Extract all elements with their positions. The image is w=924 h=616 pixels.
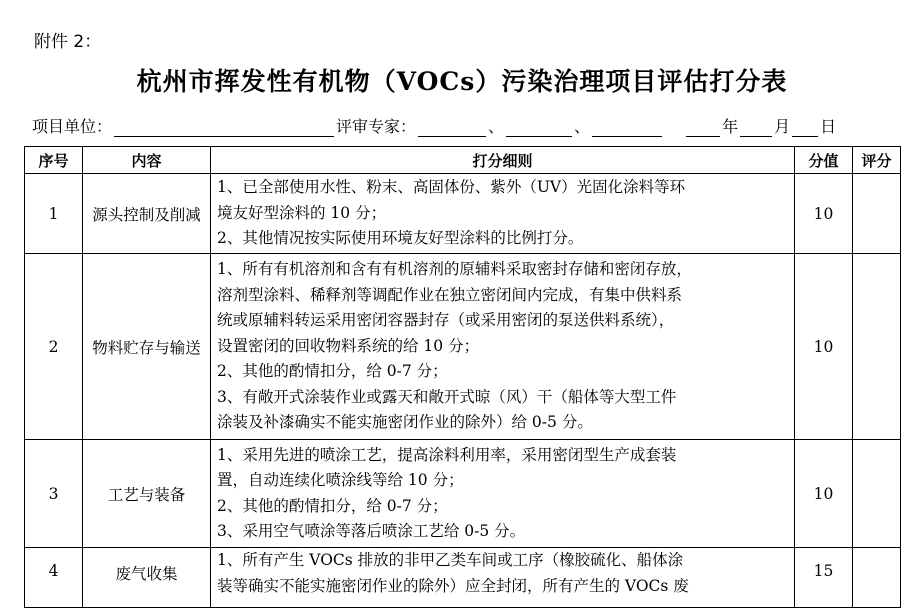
header-content: 内容: [83, 147, 211, 174]
detail-line: 溶剂型涂料、稀释剂等调配作业在独立密闭间内完成，有集中供料系: [217, 285, 683, 304]
month-label: 月: [774, 117, 791, 136]
table-row: [25, 548, 901, 608]
attachment-label: 附件 2：: [34, 32, 102, 52]
detail-line: 1、已全部使用水性、粉末、高固体份、紫外（UV）光固化涂料等环: [217, 178, 686, 197]
detail-line: 统或原辅料转运采用密闭容器封存（或采用密闭的泵送供料系统），: [217, 311, 675, 330]
detail-line: 境友好型涂料的 10 分；: [217, 203, 387, 222]
detail-line: 3、有敞开式涂装作业或露天和敞开式晾（风）干（船体等大型工件: [217, 387, 677, 406]
row-details: [211, 174, 795, 254]
row-details: [211, 440, 795, 548]
header-score: 分值: [795, 147, 853, 174]
project-unit-label: 项目单位：: [32, 117, 113, 136]
table-row: [25, 440, 901, 548]
detail-line: 1、所有产生 VOCs 排放的非甲乙类车间或工序（橡胶硫化、船体涂: [217, 551, 684, 569]
row-rating-cell[interactable]: [853, 174, 901, 254]
row-number: 4: [25, 548, 83, 608]
detail-line: 涂装及补漆确实不能实施密闭作业的除外）给 0-5 分。: [217, 413, 593, 432]
scoring-table: [24, 146, 901, 608]
expert-label: 评审专家：: [336, 117, 417, 136]
row-number: 3: [25, 440, 83, 548]
row-details: [211, 254, 795, 440]
day-label: 日: [820, 117, 837, 136]
meta-line: [32, 114, 836, 137]
header-no: 序号: [25, 147, 83, 174]
day-blank: [792, 120, 818, 137]
row-number: 1: [25, 174, 83, 254]
row-score: 10: [795, 440, 853, 548]
row-rating-cell[interactable]: [853, 254, 901, 440]
year-blank: [686, 120, 720, 137]
month-blank: [740, 120, 772, 137]
row-score: 10: [795, 174, 853, 254]
header-rating: 评分: [853, 147, 901, 174]
row-rating-cell[interactable]: [853, 548, 901, 608]
row-content: 废气收集: [83, 548, 211, 608]
detail-line: 2、其他的酌情扣分，给 0-7 分；: [217, 496, 448, 515]
expert-separator: 、: [574, 117, 591, 136]
header-details: 打分细则: [211, 147, 795, 174]
expert-blank-3: [592, 120, 662, 137]
year-label: 年: [722, 117, 739, 136]
row-details: [211, 548, 795, 608]
table-row: [25, 254, 901, 440]
row-rating-cell[interactable]: [853, 440, 901, 548]
detail-line: 2、其他的酌情扣分，给 0-7 分；: [217, 362, 448, 381]
detail-line: 置，自动连续化喷涂线等给 10 分；: [217, 471, 464, 489]
document-title: 杭州市挥发性有机物（VOCs）污染治理项目评估打分表: [136, 67, 788, 96]
row-content: 源头控制及削减: [83, 174, 211, 254]
detail-line: 3、采用空气喷涂等落后喷涂工艺给 0-5 分。: [217, 522, 526, 540]
detail-line: 装等确实不能实施密闭作业的除外）应全封闭，所有产生的 VOCs 废: [217, 576, 689, 595]
detail-line: 1、所有有机溶剂和含有有机溶剂的原辅料采取密封存储和密闭存放，: [217, 260, 692, 279]
detail-line: 1、采用先进的喷涂工艺，提高涂料利用率，采用密闭型生产成套装: [217, 445, 677, 464]
project-unit-blank: [114, 120, 334, 137]
expert-separator: 、: [488, 117, 505, 136]
row-content: 物料贮存与输送: [83, 254, 211, 440]
detail-line: 2、其他情况按实际使用环境友好型涂料的比例打分。: [217, 229, 584, 248]
row-score: 10: [795, 254, 853, 440]
row-score: 15: [795, 548, 853, 608]
table-header-row: [25, 147, 901, 174]
table-row: [25, 174, 901, 254]
expert-blank-2: [506, 120, 572, 137]
detail-line: 设置密闭的回收物料系统的给 10 分；: [217, 336, 480, 355]
row-content: 工艺与装备: [83, 440, 211, 548]
row-number: 2: [25, 254, 83, 440]
expert-blank-1: [418, 120, 486, 137]
